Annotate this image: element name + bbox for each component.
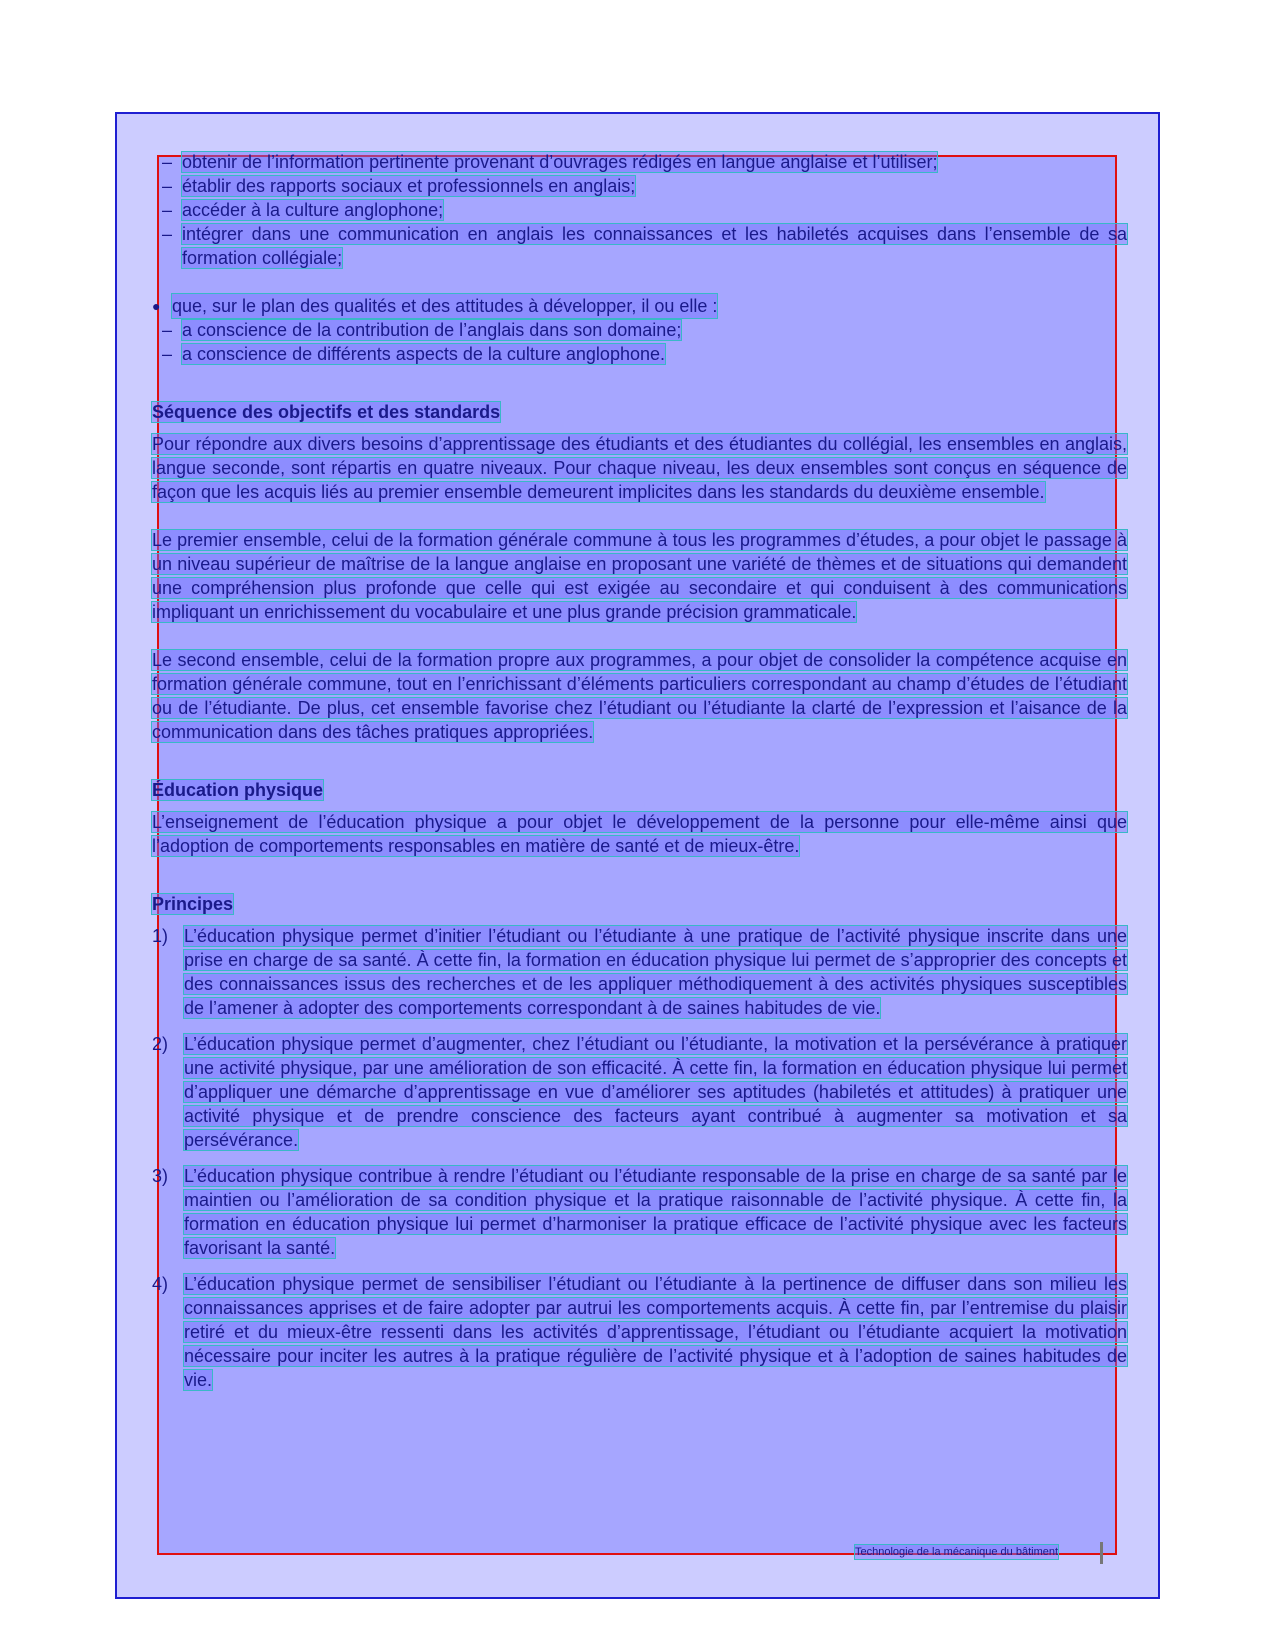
list-item: 1) L’éducation physique permet d’initier l’étudiant ou l’étudiante à une pratique de l’activité physique inscrite dans une prise en charge de sa santé. À cette fin, la formation en éducation physique lui permet de s’approprier des concepts et des connaissances issus des recherches et de les appliquer méthodiquement à des activités physiques susceptibles de l’amener à adopter des comportements correspondant à de saines habitudes de vie.	[152, 926, 1127, 1018]
attitudes-intro: ● que, sur le plan des qualités et des attitudes à développer, il ou elle :	[152, 296, 718, 316]
list-item: – obtenir de l’information pertinente provenant d’ouvrages rédigés en langue anglaise et l’utiliser;	[161, 152, 938, 172]
footer-marker	[1100, 1542, 1103, 1564]
list-item: – intégrer dans une communication en anglais les connaissances et les habiletés acquises dans l’ensemble de sa formation collégiale;	[161, 224, 1127, 268]
paragraph: Le second ensemble, celui de la formation propre aux programmes, a pour objet de consolider la compétence acquise en formation générale commune, tout en l’enrichissant d’éléments particuliers correspondant au champ d’études de l’étudiant ou de l’étudiante. De plus, cet ensemble favorise chez l’étudiant ou l’étudiante la clarté de l’expression et l’aisance de la communication dans des tâches pratiques appropriées.	[152, 650, 1127, 742]
list-item: 2) L’éducation physique permet d’augmenter, chez l’étudiant ou l’étudiante, la motivation et la persévérance à pratiquer une activité physique, par une amélioration de son efficacité. À cette fin, la formation en éducation physique lui permet d’appliquer une démarche d’apprentissage en vue d’améliorer ses aptitudes (habiletés et attitudes) à pratiquer une activité physique et de prendre conscience des facteurs ayant contribué à augmenter sa motivation et sa persévérance.	[152, 1034, 1127, 1150]
section-heading-principes: Principes	[152, 894, 234, 914]
list-item: 4) L’éducation physique permet de sensibiliser l’étudiant ou l’étudiante à la pertinence de diffuser dans son milieu les connaissances apprises et de faire adopter par autrui les comportements acquis. À cette fin, par l’entremise du plaisir retiré et du mieux-être ressenti dans les activités d’apprentissage, l’étudiant ou l’étudiante acquiert la motivation nécessaire pour inciter les autres à la pratique régulière de l’activité physique et à l’adoption de saines habitudes de vie.	[152, 1274, 1127, 1390]
list-item: – accéder à la culture anglophone;	[161, 200, 444, 220]
bullet-icon: ●	[152, 298, 161, 314]
section-heading-education: Éducation physique	[152, 780, 324, 800]
list-item: – a conscience de la contribution de l’anglais dans son domaine;	[161, 320, 682, 340]
list-item: – établir des rapports sociaux et professionnels en anglais;	[161, 176, 636, 196]
list-item: – a conscience de différents aspects de la culture anglophone.	[161, 344, 665, 364]
section-heading-sequence: Séquence des objectifs et des standards	[152, 402, 501, 422]
top-dash-list	[152, 150, 1127, 270]
paragraph: Pour répondre aux divers besoins d’apprentissage des étudiants et des étudiantes du collégial, les ensembles en anglais, langue seconde, sont répartis en quatre niveaux. Pour chaque niveau, les deux ensembles sont conçus en séquence de façon que les acquis liés au premier ensemble demeurent implicites dans les standards du deuxième ensemble.	[152, 434, 1127, 502]
page-footer: Technologie de la mécanique du bâtiment	[855, 1546, 1059, 1558]
paragraph: L’enseignement de l’éducation physique a pour objet le développement de la personne pour elle-même ainsi que l’adoption de comportements responsables en matière de santé et de mieux-être.	[152, 812, 1127, 856]
document-body	[152, 150, 1127, 1404]
paragraph: Le premier ensemble, celui de la formation générale commune à tous les programmes d’études, a pour objet le passage à un niveau supérieur de maîtrise de la langue anglaise en proposant une variété de thèmes et de situations qui demandent une compréhension plus profonde que celle qui est exigée au secondaire et qui conduisent à des communications impliquant un enrichissement du vocabulaire et une plus grande précision grammaticale.	[152, 530, 1127, 622]
attitudes-dash-list	[152, 318, 1127, 366]
list-item: 3) L’éducation physique contribue à rendre l’étudiant ou l’étudiante responsable de la prise en charge de sa santé par le maintien ou l’amélioration de sa condition physique et la pratique raisonnable de l’activité physique. À cette fin, la formation en éducation physique lui permet d’harmoniser la pratique efficace de l’activité physique avec les facteurs favorisant la santé.	[152, 1166, 1127, 1258]
principes-list	[152, 924, 1127, 1392]
